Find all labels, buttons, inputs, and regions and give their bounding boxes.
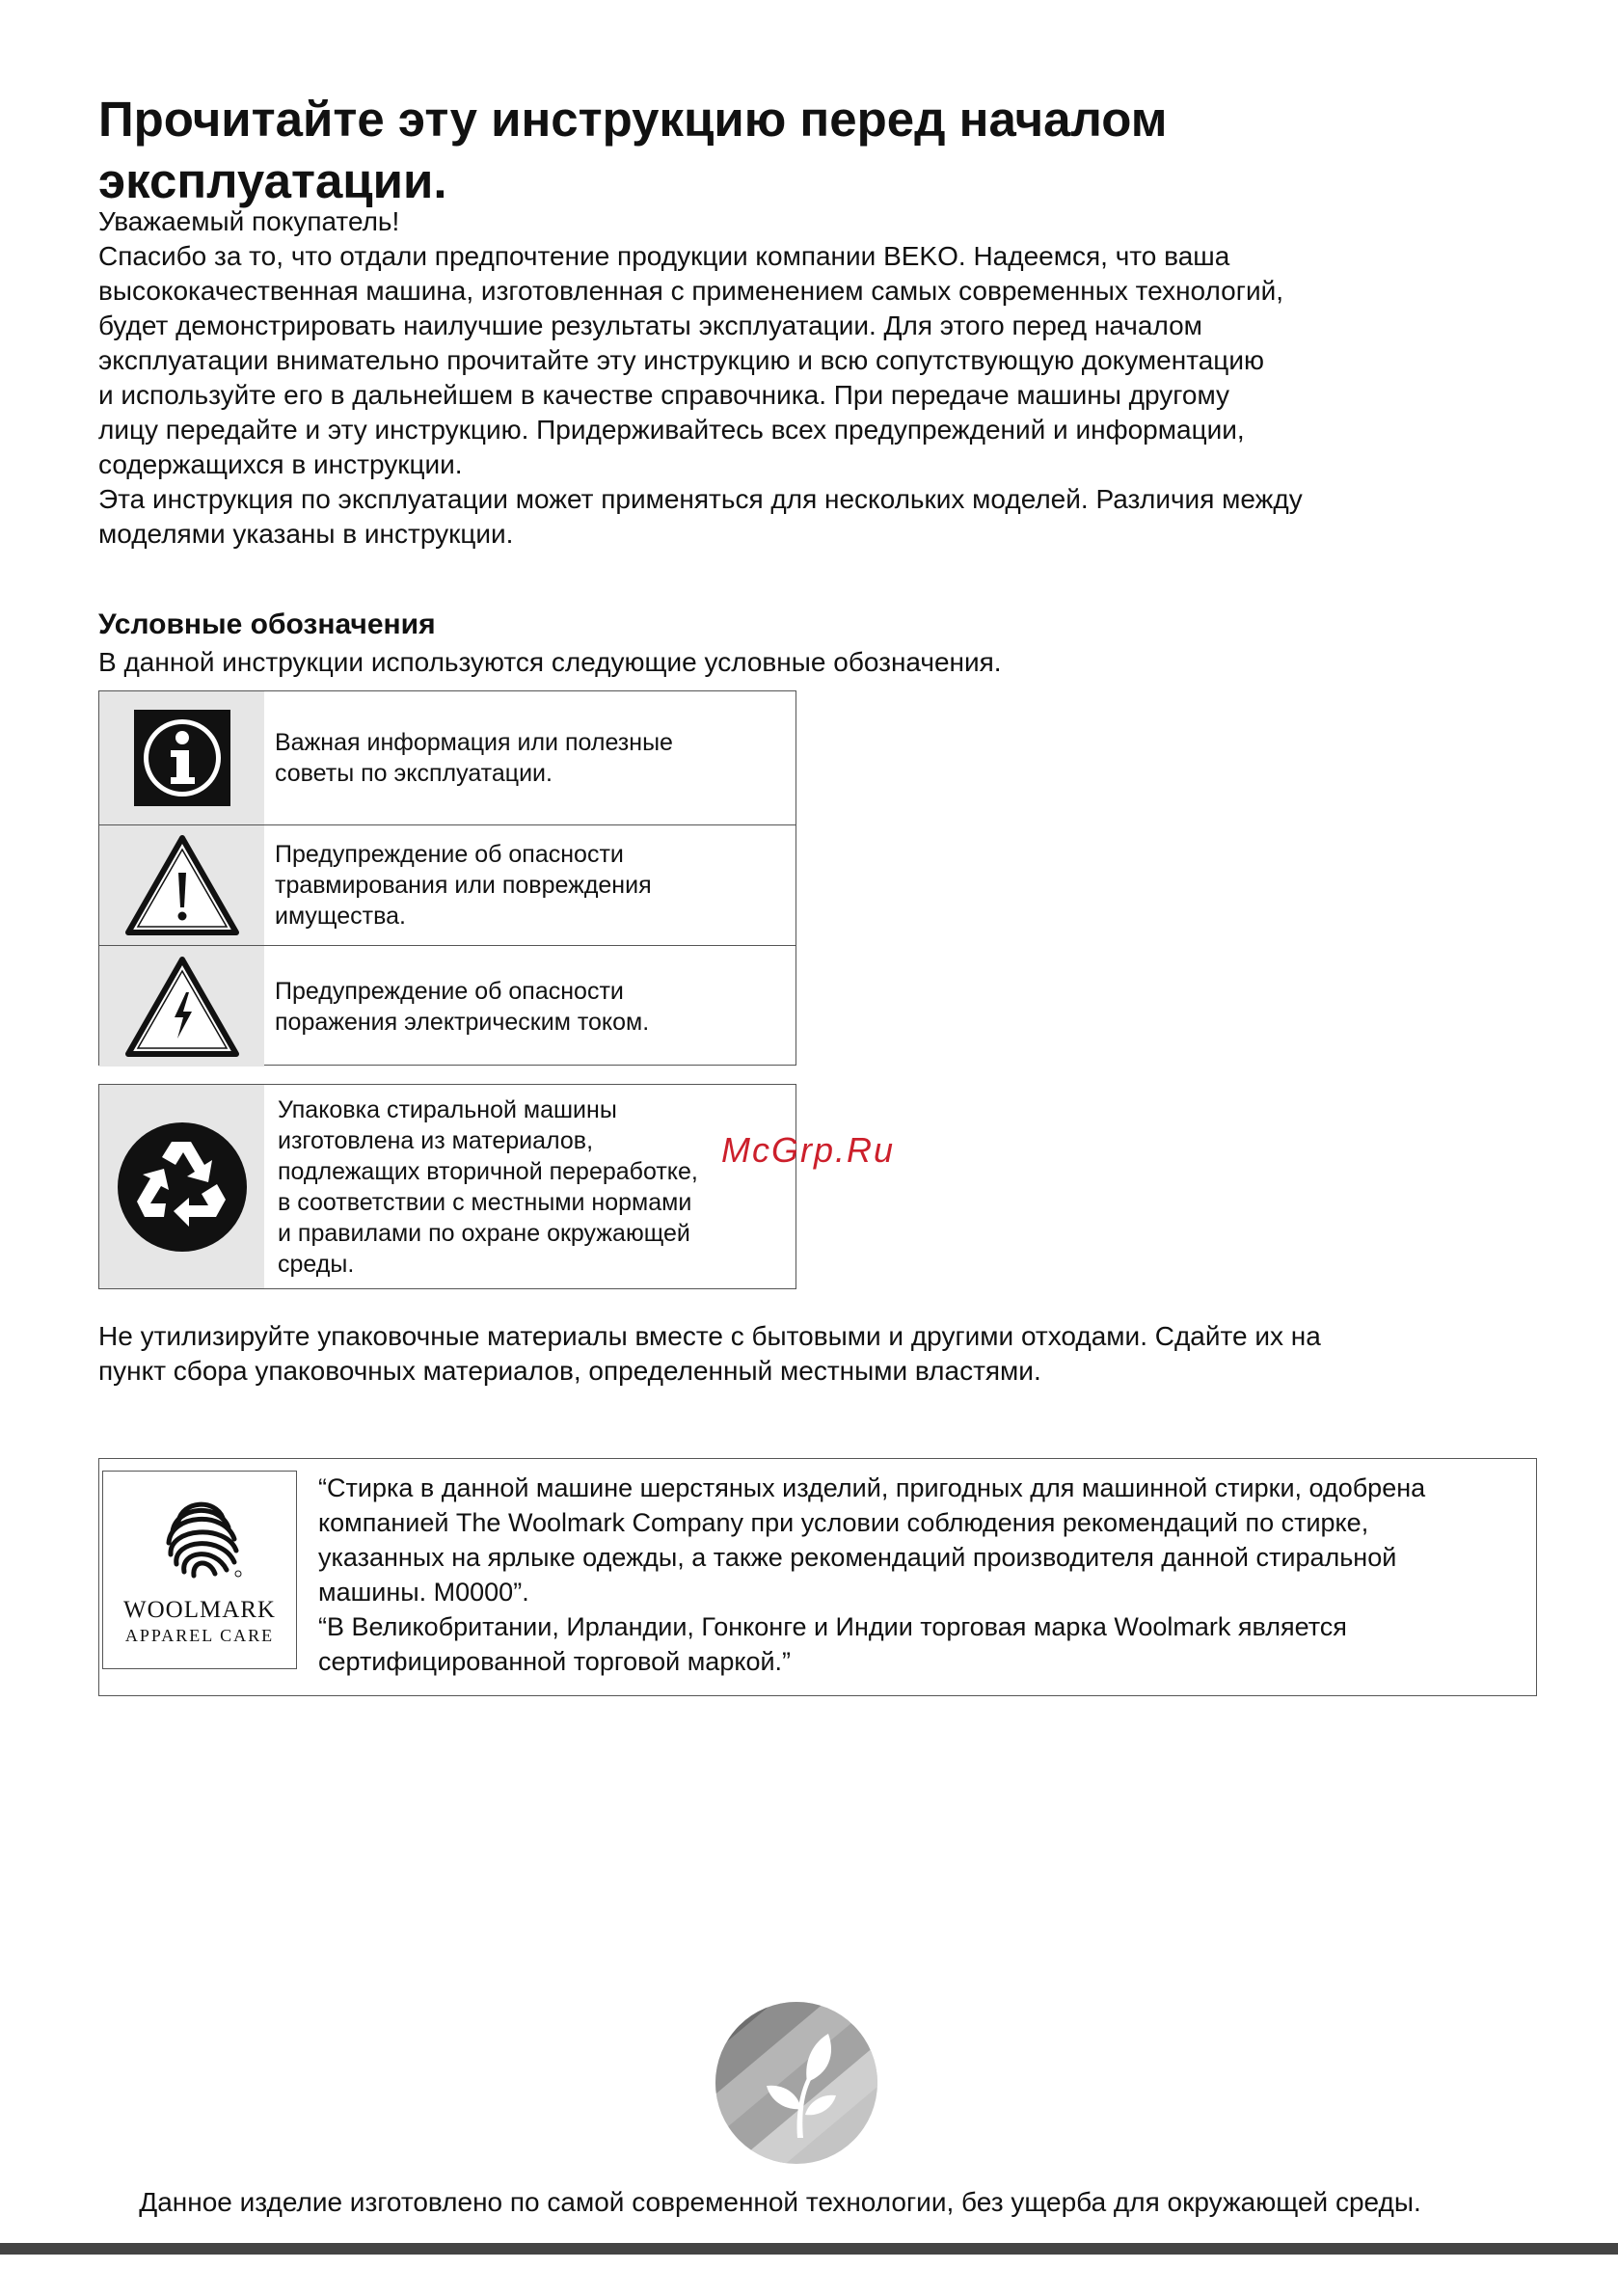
symbol-row-electric [99,946,796,1067]
recycle-box [98,1084,796,1289]
woolmark-logo [102,1471,297,1669]
symbols-table [98,690,796,1066]
woolmark-box [98,1458,1537,1696]
footer-text: Данное изделие изготовлено по самой современной технологии, без ущерба для окружающей среды. [139,2187,1421,2217]
recycle-text: Упаковка стиральной машины изготовлена из материалов, подлежащих вторичной переработке, в соответствии с местными нормами и правилами по охране окружающей среды. [278,1095,698,1278]
eco-leaf-icon [715,2001,878,2165]
symbol-text-info: Важная информация или полезные советы по эксплуатации. [275,729,673,787]
woolmark-text: “Стирка в данной машине шерстяных изделий, пригодных для машинной стирки, одобрена компанией The Woolmark Company при условии соблюдения рекомендаций по стирке, указанных на ярлыке одежды, а также рекомендаций производителя данной стиральной машины. M0000”. “В Великобритании, Ирландии, Гонконге и Индии торговая марка Woolmark является сертифицированной торговой маркой.” [318,1473,1426,1676]
electric-shock-icon [99,946,264,1067]
disposal-text: Не утилизируйте упаковочные материалы вместе с бытовыми и другими отходами. Сдайте их на пункт сбора упаковочных материалов, определенный местными властями. [98,1321,1321,1386]
page-title: Прочитайте эту инструкцию перед началом эксплуатации. [98,92,1168,208]
woolmark-logo-subtitle: APPAREL CARE [124,1626,275,1645]
woolmark-logo-name: WOOLMARK [123,1597,276,1623]
symbol-row-info [99,691,796,825]
info-icon [99,691,264,824]
woolmark-logo-icon [157,1493,246,1589]
recycle-icon [99,1085,264,1288]
symbol-text-warning: Предупреждение об опасности травмирования или повреждения имущества. [275,841,652,930]
section-subtitle: В данной инструкции используются следующие условные обозначения. [98,647,1002,677]
bottom-bar [0,2243,1618,2255]
symbol-text-electric: Предупреждение об опасности поражения электрическим током. [275,977,650,1036]
warning-triangle-icon [99,825,264,945]
watermark: McGrp.Ru [721,1130,896,1170]
intro-text: Уважаемый покупатель! Спасибо за то, что отдали предпочтение продукции компании BEKO. Надеемся, что ваша высококачественная машина, изготовленная с применением самых современных технологий, будет демонстрировать наилучшие результаты эксплуатации. Для этого перед началом эксплуатации внимательно прочитайте эту инструкцию и всю сопутствующую документацию и используйте его в дальнейшем в качестве справочника. При передаче машины другому лицу передайте и эту инструкцию. Придерживайтесь всех предупреждений и информации, содержащихся в инструкции. Эта инструкция по эксплуатации может применяться для нескольких моделей. Различия между моделями указаны в инструкции. [98,206,1303,549]
section-title: Условные обозначения [98,608,436,640]
symbol-row-warning [99,825,796,946]
